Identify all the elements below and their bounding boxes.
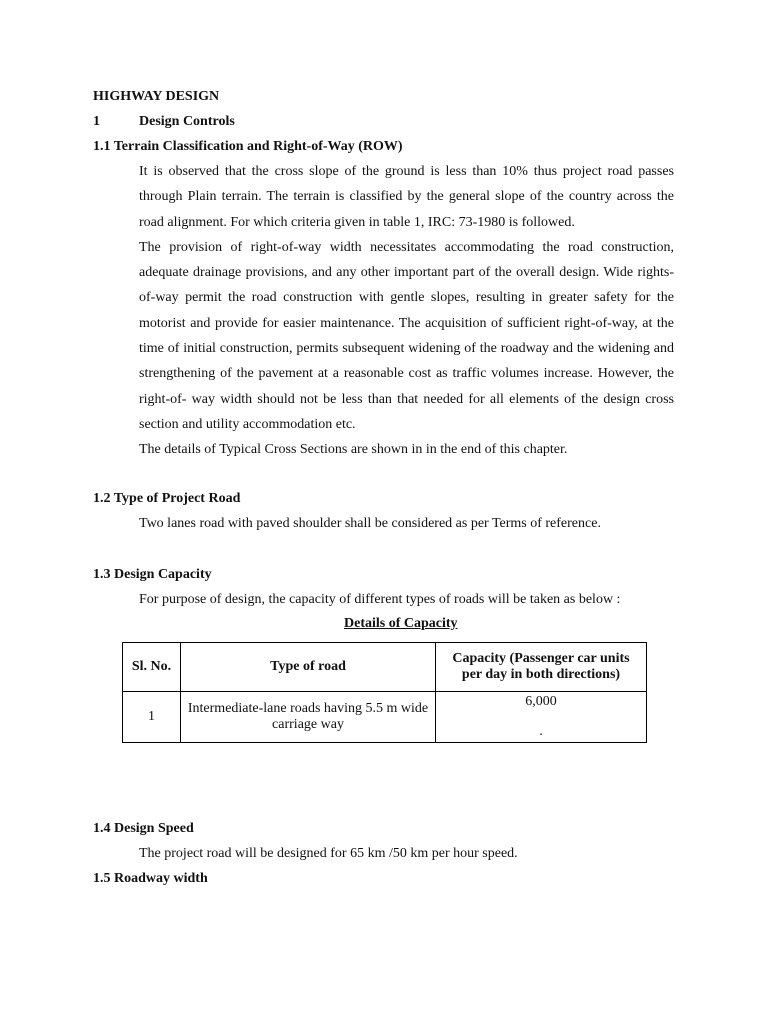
section-1-2-heading: 1.2 Type of Project Road: [93, 491, 241, 506]
header-capacity: Capacity (Passenger car units per day in both directions): [436, 643, 647, 692]
table-header-row: [123, 643, 647, 692]
section-1-3-heading: 1.3 Design Capacity: [93, 567, 212, 582]
section-1-4-heading: 1.4 Design Speed: [93, 821, 194, 836]
cell-sl-no: 1: [123, 692, 181, 743]
document-title: HIGHWAY DESIGN: [93, 89, 220, 104]
cell-capacity: [436, 692, 647, 743]
section-1-heading: [93, 113, 235, 131]
paragraph: It is observed that the cross slope of the ground is less than 10% thus project road passes through Plain terrain. The terrain is classified by the general slope of the country across the road alignment. For which criteria given in table 1, IRC: 73-1980 is followed.: [139, 164, 674, 230]
capacity-value: 6,000: [525, 694, 557, 709]
paragraph: The details of Typical Cross Sections are shown in in the end of this chapter.: [139, 442, 568, 458]
section-1-title: Design Controls: [139, 114, 235, 129]
table-caption: Details of Capacity: [344, 616, 458, 631]
capacity-table: [122, 642, 647, 743]
capacity-note: .: [539, 723, 543, 739]
header-type-of-road: Type of road: [181, 643, 436, 692]
section-1-5-heading: 1.5 Roadway width: [93, 871, 208, 886]
section-1-2-text: Two lanes road with paved shoulder shall be considered as per Terms of reference.: [139, 516, 601, 531]
header-sl-no: Sl. No.: [123, 643, 181, 692]
cell-type-of-road: Intermediate-lane roads having 5.5 m wide carriage way: [181, 692, 436, 743]
section-1-1-heading: 1.1 Terrain Classification and Right-of-Way (ROW): [93, 139, 403, 154]
table-row: [123, 692, 647, 743]
section-1-3-text: For purpose of design, the capacity of different types of roads will be taken as below :: [139, 592, 621, 607]
paragraph: The provision of right-of-way width necessitates accommodating the road construction, adequate drainage provisions, and any other important part of the overall design. Wide rights-of-way permit the road construction with gentle slopes, resulting in greater safety for the motorist and provide for easier maintenance. The acquisition of sufficient right-of-way, at the time of initial construction, permits subsequent widening of the roadway and the widening and strengthening of the pavement at a reasonable cost as traffic volumes increase. However, the right-of- way width should not be less than that needed for all elements of the design cross section and utility accommodation etc.: [139, 239, 674, 432]
section-1-1-body: [139, 159, 674, 463]
section-1-number: 1: [93, 114, 100, 129]
section-1-4-text: The project road will be designed for 65 km /50 km per hour speed.: [139, 846, 518, 861]
